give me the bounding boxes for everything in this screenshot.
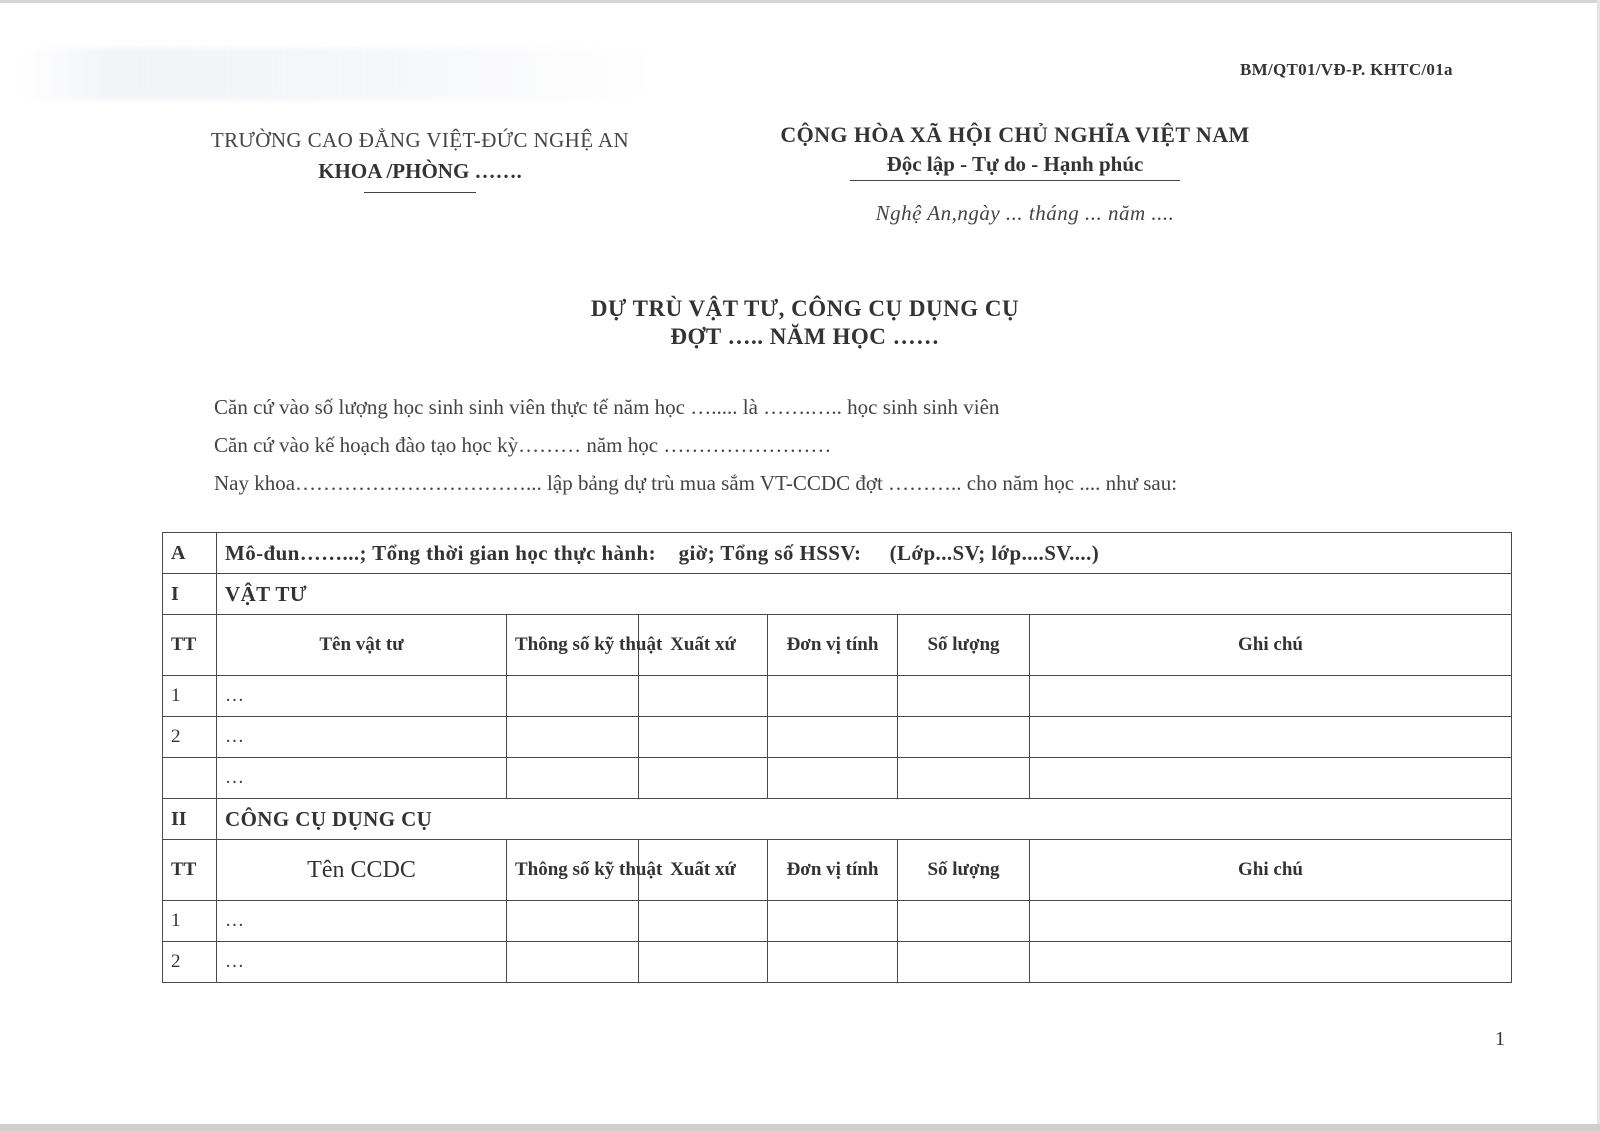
- section-i-label: I: [163, 574, 217, 615]
- table-row: [163, 901, 1512, 942]
- department-name: KHOA /PHÒNG …….: [318, 159, 522, 183]
- date-line: Nghệ An,ngày ... tháng ... năm ....: [875, 201, 1175, 225]
- row-cell: [507, 758, 639, 799]
- row-cell: [898, 901, 1030, 942]
- row-cell: [507, 942, 639, 983]
- row-name: …: [217, 758, 507, 799]
- header-spec: Thông số kỹ thuật: [507, 615, 639, 676]
- row-cell: [1030, 717, 1512, 758]
- row-cell: [768, 717, 898, 758]
- row-cell: [639, 676, 768, 717]
- row-cell: [898, 758, 1030, 799]
- header-note: Ghi chú: [1030, 615, 1512, 676]
- row-cell: [507, 901, 639, 942]
- nation-name: CỘNG HÒA XÃ HỘI CHỦ NGHĨA VIỆT NAM: [780, 122, 1250, 147]
- title-line-2: ĐỢT ….. NĂM HỌC ……: [670, 324, 940, 349]
- supply-table: [162, 532, 1512, 983]
- header-qty: Số lượng: [898, 840, 1030, 901]
- row-cell: [768, 758, 898, 799]
- row-cell: [1030, 676, 1512, 717]
- row-cell: [898, 942, 1030, 983]
- header-unit: Đơn vị tính: [768, 840, 898, 901]
- section-a-row: [163, 533, 1512, 574]
- row-cell: [768, 676, 898, 717]
- section-ii-row: [163, 799, 1512, 840]
- table-row: [163, 942, 1512, 983]
- header-spec: Thông số kỹ thuật: [507, 840, 639, 901]
- section-a-label: A: [163, 533, 217, 574]
- section-ii-label: II: [163, 799, 217, 840]
- body-line-3: Nay khoa……………………………... lập bảng dự trù mua sắm VT-CCDC đợt ……….. cho năm học .... như sau:: [214, 471, 1178, 495]
- school-name: TRƯỜNG CAO ĐẲNG VIỆT-ĐỨC NGHỆ AN: [210, 128, 630, 152]
- supply-table-wrapper: [162, 532, 1512, 983]
- section-ii-header-row: [163, 840, 1512, 901]
- row-cell: [639, 942, 768, 983]
- row-cell: [898, 676, 1030, 717]
- row-cell: [1030, 942, 1512, 983]
- header-unit: Đơn vị tính: [768, 615, 898, 676]
- table-row: [163, 717, 1512, 758]
- row-cell: [1030, 901, 1512, 942]
- body-line-1: Căn cứ vào số lượng học sinh sinh viên thực tế năm học …..... là …….….. học sinh sinh viên: [214, 395, 1000, 419]
- section-a-text: Mô-đun……...; Tổng thời gian học thực hành: giờ; Tổng số HSSV: (Lớp...SV; lớp....SV....): [217, 533, 1512, 574]
- table-row: [163, 758, 1512, 799]
- section-ii-text: CÔNG CỤ DỤNG CỤ: [217, 799, 1512, 840]
- row-cell: [507, 717, 639, 758]
- row-cell: [507, 676, 639, 717]
- page-number: 1: [1495, 1028, 1505, 1050]
- header-origin: Xuất xứ: [639, 840, 768, 901]
- row-tt: 2: [163, 942, 217, 983]
- header-origin: Xuất xứ: [639, 615, 768, 676]
- row-tt: 1: [163, 901, 217, 942]
- header-name: Tên CCDC: [217, 840, 507, 901]
- row-name: …: [217, 676, 507, 717]
- scan-bottom-edge: [0, 1124, 1600, 1131]
- section-i-row: [163, 574, 1512, 615]
- row-cell: [639, 717, 768, 758]
- row-name: …: [217, 901, 507, 942]
- row-name: …: [217, 942, 507, 983]
- row-cell: [639, 758, 768, 799]
- body-line-2: Căn cứ vào kế hoạch đào tạo học kỳ……… năm học ……………………: [214, 433, 832, 457]
- header-note: Ghi chú: [1030, 840, 1512, 901]
- row-cell: [898, 717, 1030, 758]
- header-right-divider: [850, 180, 1180, 181]
- scan-smudge: [20, 48, 660, 100]
- body-text: [214, 388, 1177, 502]
- table-row: [163, 676, 1512, 717]
- section-i-text: VẬT TƯ: [217, 574, 1512, 615]
- row-cell: [768, 942, 898, 983]
- section-i-header-row: [163, 615, 1512, 676]
- row-cell: [1030, 758, 1512, 799]
- header-left-divider: [364, 192, 476, 193]
- header-right: [735, 122, 1295, 226]
- national-motto: Độc lập - Tự do - Hạnh phúc: [886, 152, 1144, 176]
- row-cell: [768, 901, 898, 942]
- header-qty: Số lượng: [898, 615, 1030, 676]
- scan-top-edge: [0, 0, 1600, 3]
- header-tt: TT: [163, 840, 217, 901]
- document-title: [480, 296, 1130, 350]
- form-code: BM/QT01/VĐ-P. KHTC/01a: [1240, 60, 1453, 79]
- row-tt: 2: [163, 717, 217, 758]
- title-line-1: DỰ TRÙ VẬT TƯ, CÔNG CỤ DỤNG CỤ: [590, 296, 1020, 321]
- row-cell: [639, 901, 768, 942]
- row-tt: [163, 758, 217, 799]
- header-left: [150, 128, 690, 193]
- row-tt: 1: [163, 676, 217, 717]
- header-name: Tên vật tư: [217, 615, 507, 676]
- row-name: …: [217, 717, 507, 758]
- header-tt: TT: [163, 615, 217, 676]
